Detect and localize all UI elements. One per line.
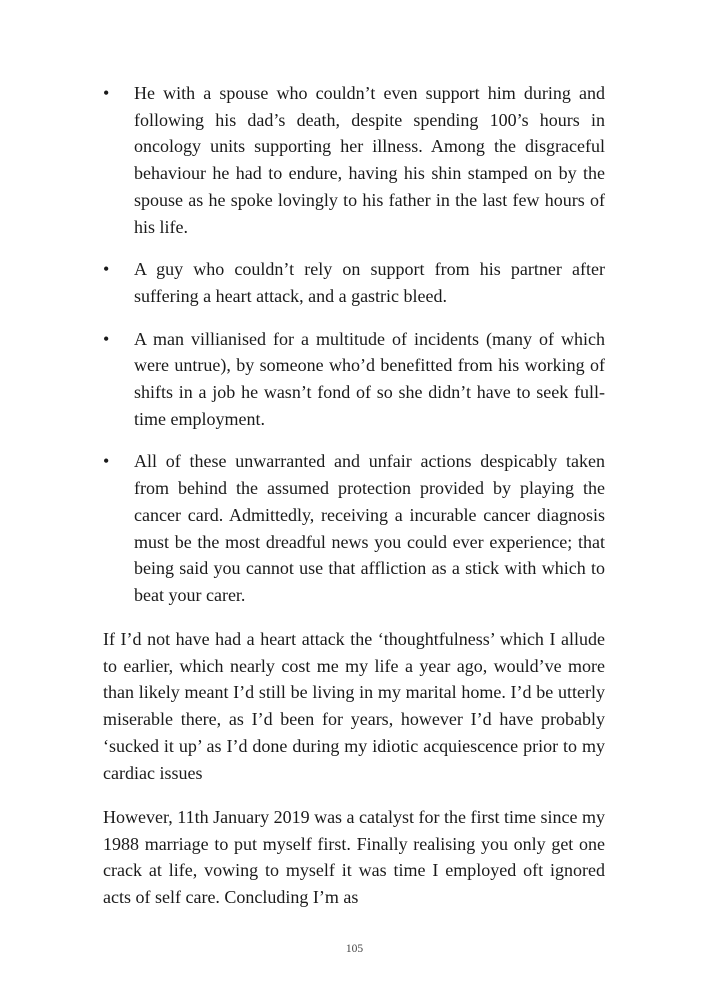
bullet-item [103,448,605,608]
body-paragraph: If I’d not have had a heart attack the ‘thoughtfulness’ which I allude to earlier, which nearly cost me my life a year ago, would’ve more than likely meant I’d still be living in my marital home. I’d be utterly miserable there, as I’d been for years, however I’d have probably ‘sucked it up’ as I’d done during my idiotic acquiescence prior to my cardiac issues [103,629,605,783]
bullet-item [103,80,605,240]
bullet-mark: • [103,259,110,280]
bullet-text: All of these unwarranted and unfair actions despicably taken from behind the assumed protection provided by playing the cancer card. Admittedly, receiving a incurable cancer diagnosis must be the most dreadful news you could ever experience; that being said you cannot use that affliction as a stick with which to beat your carer. [134,451,605,605]
bullet-list [103,80,605,625]
body-paragraph: However, 11th January 2019 was a catalyst for the first time since my 1988 marriage to put myself first. Finally realising you only get one crack at life, vowing to myself it was time I employed oft ignored acts of self care. Concluding I’m as [103,807,605,908]
bullet-item [103,326,605,433]
bullet-text: A man villianised for a multitude of incidents (many of which were untrue), by someone who’d benefitted from his working of shifts in a job he wasn’t fond of so she didn’t have to seek full-time employment. [134,328,605,429]
bullet-item [103,256,605,309]
bullet-text: He with a spouse who couldn’t even support him during and following his dad’s death, despite spending 100’s hours in oncology units supporting her illness. Among the disgraceful behaviour he had to endure, having his shin stamped on by the spouse as he spoke lovingly to his father in the last few hours of his life. [134,83,605,237]
bullet-mark: • [103,328,110,349]
page-number: 105 [345,943,364,955]
bullet-mark: • [103,451,110,472]
bullet-text: A guy who couldn’t rely on support from his partner after suffering a heart attack, and a gastric bleed. [134,259,605,306]
bullet-mark: • [103,83,110,103]
